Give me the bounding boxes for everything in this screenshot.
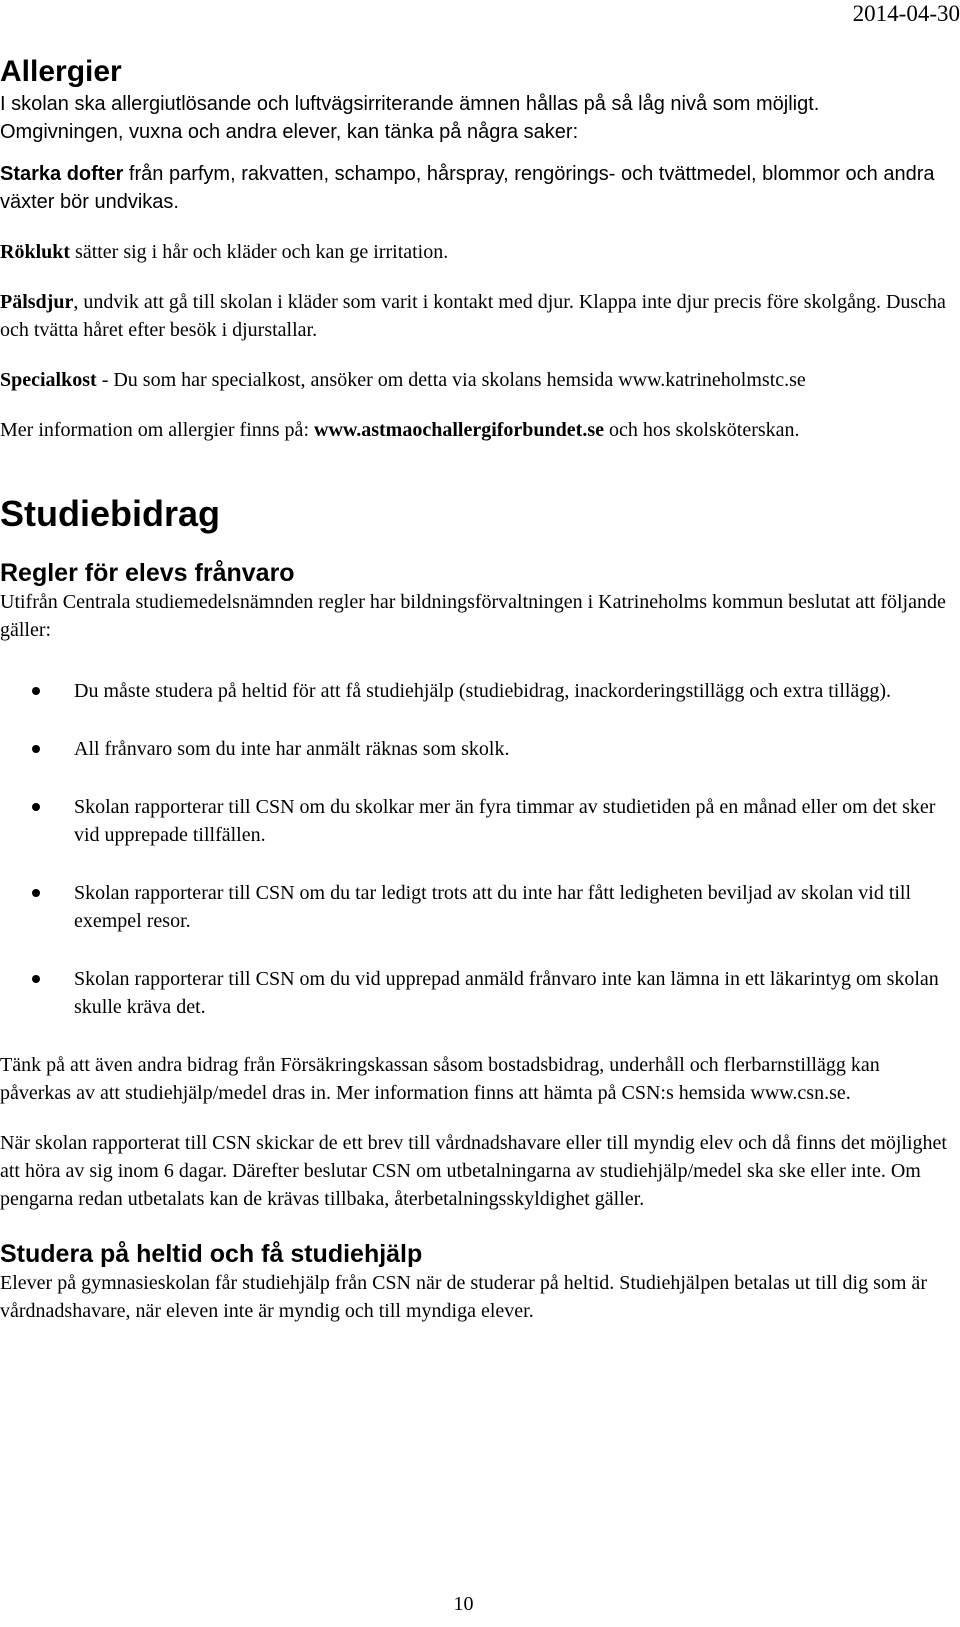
page-number: 10 <box>453 1593 474 1615</box>
tank-pa-paragraph: Tänk på att även andra bidrag från Försäkringskassan såsom bostadsbidrag, underhåll och flerbarnstillägg kan påverkas av att studiehjälp/medel dras in. Mer information finns att hämta på CSN:s hemsida www.csn.se. <box>0 1054 880 1104</box>
starka-dofter-term: Starka dofter <box>0 163 124 185</box>
list-item <box>0 677 955 705</box>
palsdjur-text: , undvik att gå till skolan i kläder som varit i kontakt med djur. Klappa inte djur precis före skolgång. Duscha och tvätta håret efter besök i djurstallar. <box>0 291 946 341</box>
palsdjur-paragraph <box>0 288 955 344</box>
header-date: 2014-04-30 <box>852 1 960 26</box>
list-item <box>0 879 955 935</box>
regler-list <box>0 677 955 1021</box>
regler-intro: Utifrån Centrala studiemedelsnämnden regler har bildningsförvaltningen i Katrineholms kommun beslutat att följande gäller: <box>0 591 946 641</box>
list-item <box>0 965 955 1021</box>
nar-skolan-paragraph: När skolan rapporterat till CSN skickar de ett brev till vårdnadshavare eller till myndig elev och då finns det möjlighet att höra av sig inom 6 dagar. Därefter beslutar CSN om utbetalningarna av studiehjälp/medel ska ske eller inte. Om pengarna redan utbetalats kan de krävas tillbaka, återbetalningsskyldighet gäller. <box>0 1132 947 1210</box>
allergier-heading: Allergier <box>0 55 122 88</box>
list-item <box>0 735 955 763</box>
heltid-paragraph: Elever på gymnasieskolan får studiehjälp från CSN när de studerar på heltid. Studiehjälpen betalas ut till dig som är vårdnadshavare, när eleven inte är myndig och till myndiga elever. <box>0 1272 927 1322</box>
specialkost-term: Specialkost <box>0 369 97 391</box>
list-item-text: All frånvaro som du inte har anmält räknas som skolk. <box>74 738 510 760</box>
mer-information-tail: och hos skolsköterskan. <box>603 419 800 441</box>
list-item-text: Skolan rapporterar till CSN om du vid upprepad anmäld frånvaro inte kan lämna in ett läkarintyg om skolan skulle kräva det. <box>74 968 939 1018</box>
roklukt-term: Röklukt <box>0 241 71 263</box>
astma-link[interactable]: www.astmaochallergiforbundet.se <box>314 419 604 441</box>
roklukt-paragraph <box>0 238 955 266</box>
bullet-icon <box>32 687 40 695</box>
page-content <box>0 54 955 1325</box>
regler-heading: Regler för elevs frånvaro <box>0 559 295 587</box>
specialkost-paragraph <box>0 366 955 394</box>
list-item <box>0 793 955 849</box>
specialkost-text: - Du som har specialkost, ansöker om detta via skolans hemsida www.katrineholmstc.se <box>96 369 806 391</box>
bullet-icon <box>32 889 40 897</box>
starka-dofter-paragraph <box>0 160 955 216</box>
bullet-icon <box>32 803 40 811</box>
list-item-text: Du måste studera på heltid för att få studiehjälp (studiebidrag, inackorderingstillägg och extra tillägg). <box>74 680 891 702</box>
allergier-intro-1: I skolan ska allergiutlösande och luftvägsirriterande ämnen hållas på så låg nivå som möjligt. <box>0 93 820 115</box>
bullet-icon <box>32 745 40 753</box>
list-item-text: Skolan rapporterar till CSN om du skolkar mer än fyra timmar av studietiden på en månad eller om det sker vid upprepade tillfällen. <box>74 796 936 846</box>
mer-information-text: Mer information om allergier finns på: <box>0 419 314 441</box>
heltid-heading: Studera på heltid och få studiehjälp <box>0 1240 423 1268</box>
bullet-icon <box>32 975 40 983</box>
starka-dofter-text: från parfym, rakvatten, schampo, hårspray, rengörings- och tvättmedel, blommor och andra växter bör undvikas. <box>0 163 935 213</box>
mer-information-paragraph <box>0 416 955 444</box>
palsdjur-term: Pälsdjur <box>0 291 74 313</box>
roklukt-text: sätter sig i hår och kläder och kan ge irritation. <box>70 241 449 263</box>
studiebidrag-heading: Studiebidrag <box>0 493 221 534</box>
list-item-text: Skolan rapporterar till CSN om du tar ledigt trots att du inte har fått ledigheten beviljad av skolan vid till exempel resor. <box>74 882 912 932</box>
allergier-intro-2: Omgivningen, vuxna och andra elever, kan tänka på några saker: <box>0 121 579 143</box>
